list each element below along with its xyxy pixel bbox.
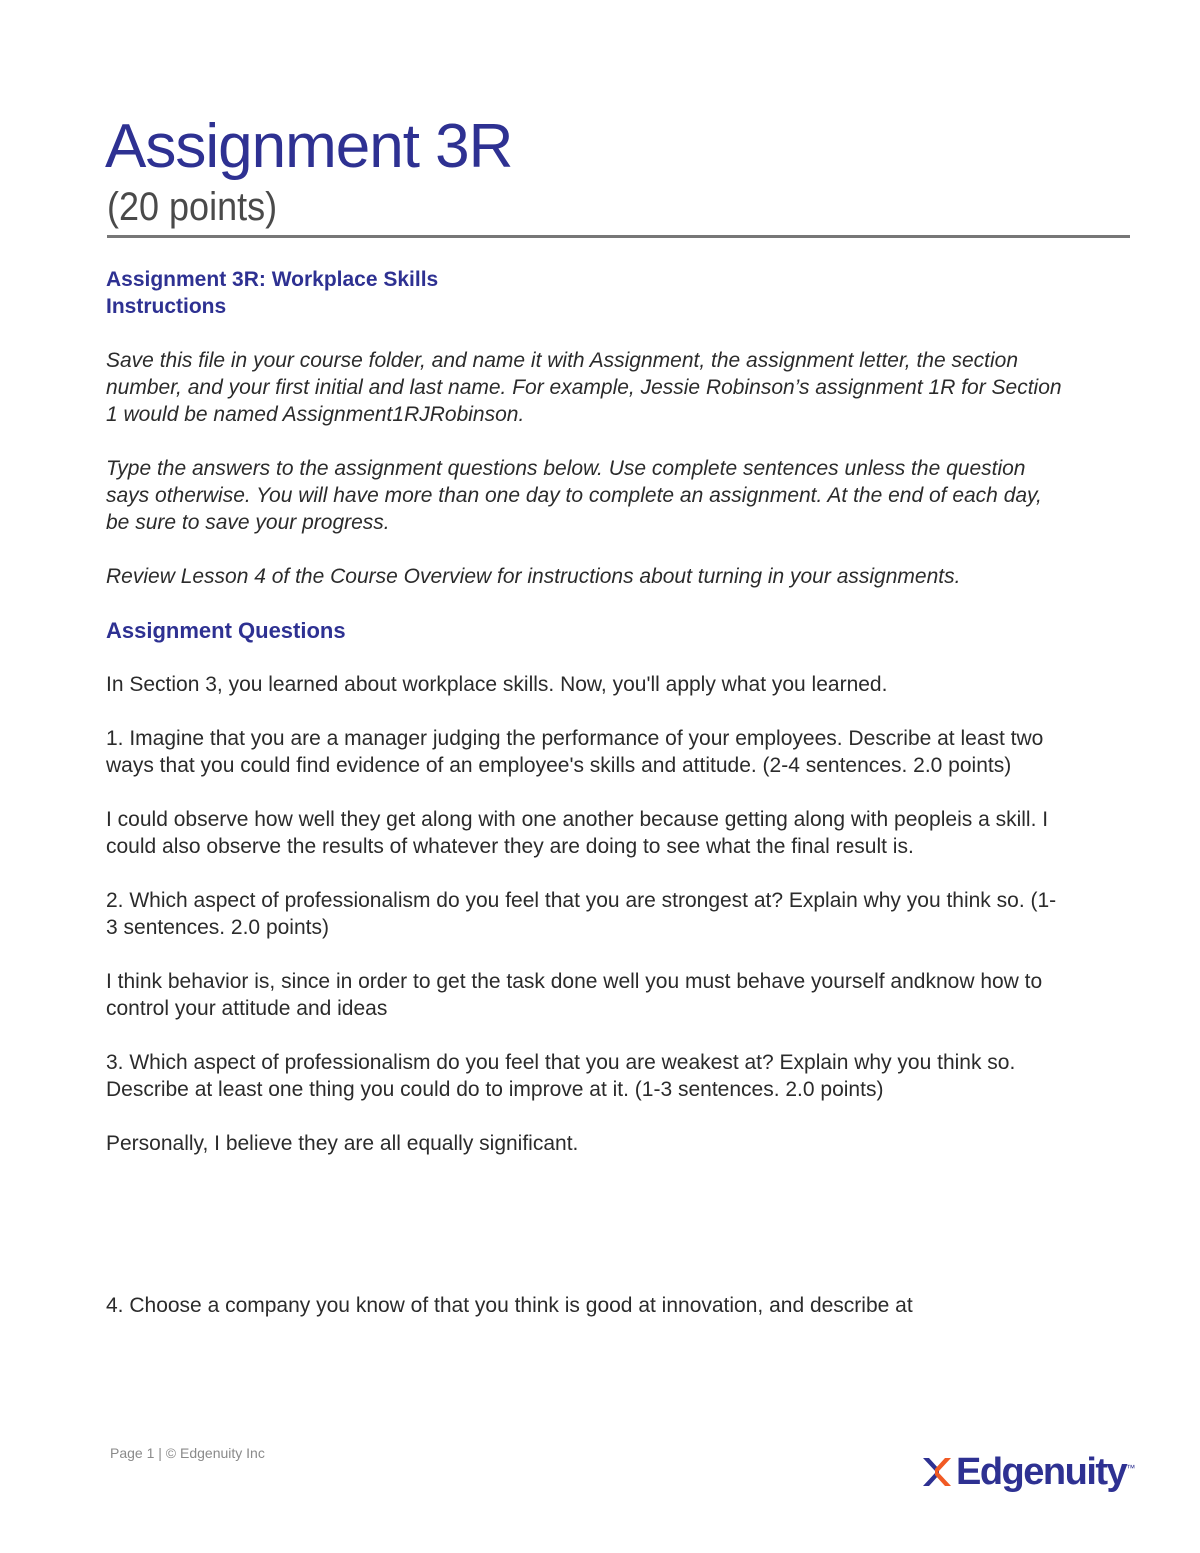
logo-wordmark: Edgenuity (956, 1450, 1127, 1493)
points-subtitle: (20 points) (107, 185, 278, 229)
questions-intro: In Section 3, you learned about workplace skills. Now, you'll apply what you learned. (106, 673, 888, 696)
title-divider (107, 235, 1130, 238)
page-footer: Page 1 | © Edgenuity Inc (110, 1445, 265, 1461)
question-3: 3. Which aspect of professionalism do you feel that you are weakest at? Explain why you think so. Describe at least one thing you could do to improve at it. (1-3 sentences. 2.0 points) (106, 1051, 1016, 1101)
instructions-paragraph-1: Save this file in your course folder, and name it with Assignment, the assignment letter, the section number, and your first initial and last name. For example, Jessie Robinson’s assignment 1R for Section 1 would be named Assignment1RJRobinson. (106, 349, 1062, 426)
questions-heading: Assignment Questions (106, 618, 346, 643)
instructions-paragraph-2: Type the answers to the assignment questions below. Use complete sentences unless the question says otherwise. You will have more than one day to complete an assignment. At the end of each day, be sure to save your progress. (106, 457, 1042, 534)
answer-1[interactable]: I could observe how well they get along with one another because getting along with peopleis a skill. I could also observe the results of whatever they are doing to see what the final result is. (106, 808, 1049, 858)
instructions-heading: Instructions (106, 295, 227, 318)
trademark-mark: ™ (1126, 1463, 1136, 1473)
page-title: Assignment 3R (105, 112, 513, 181)
edgenuity-x-icon (920, 1455, 954, 1489)
instructions-paragraph-3: Review Lesson 4 of the Course Overview for instructions about turning in your assignments. (106, 565, 961, 588)
answer-2[interactable]: I think behavior is, since in order to get the task done well you must behave yourself andknow how to control your attitude and ideas (106, 970, 1043, 1020)
document-body (106, 266, 1066, 1319)
question-4: 4. Choose a company you know of that you think is good at innovation, and describe at (106, 1294, 913, 1317)
edgenuity-logo (920, 1447, 1140, 1497)
question-2: 2. Which aspect of professionalism do you feel that you are strongest at? Explain why you think so. (1-3 sentences. 2.0 points) (106, 889, 1057, 939)
answer-3[interactable]: Personally, I believe they are all equally significant. (106, 1132, 579, 1155)
assignment-heading: Assignment 3R: Workplace Skills (106, 268, 439, 291)
question-1: 1. Imagine that you are a manager judging the performance of your employees. Describe at least two ways that you could find evidence of an employee's skills and attitude. (2-4 sentences. 2.0 points) (106, 727, 1044, 777)
